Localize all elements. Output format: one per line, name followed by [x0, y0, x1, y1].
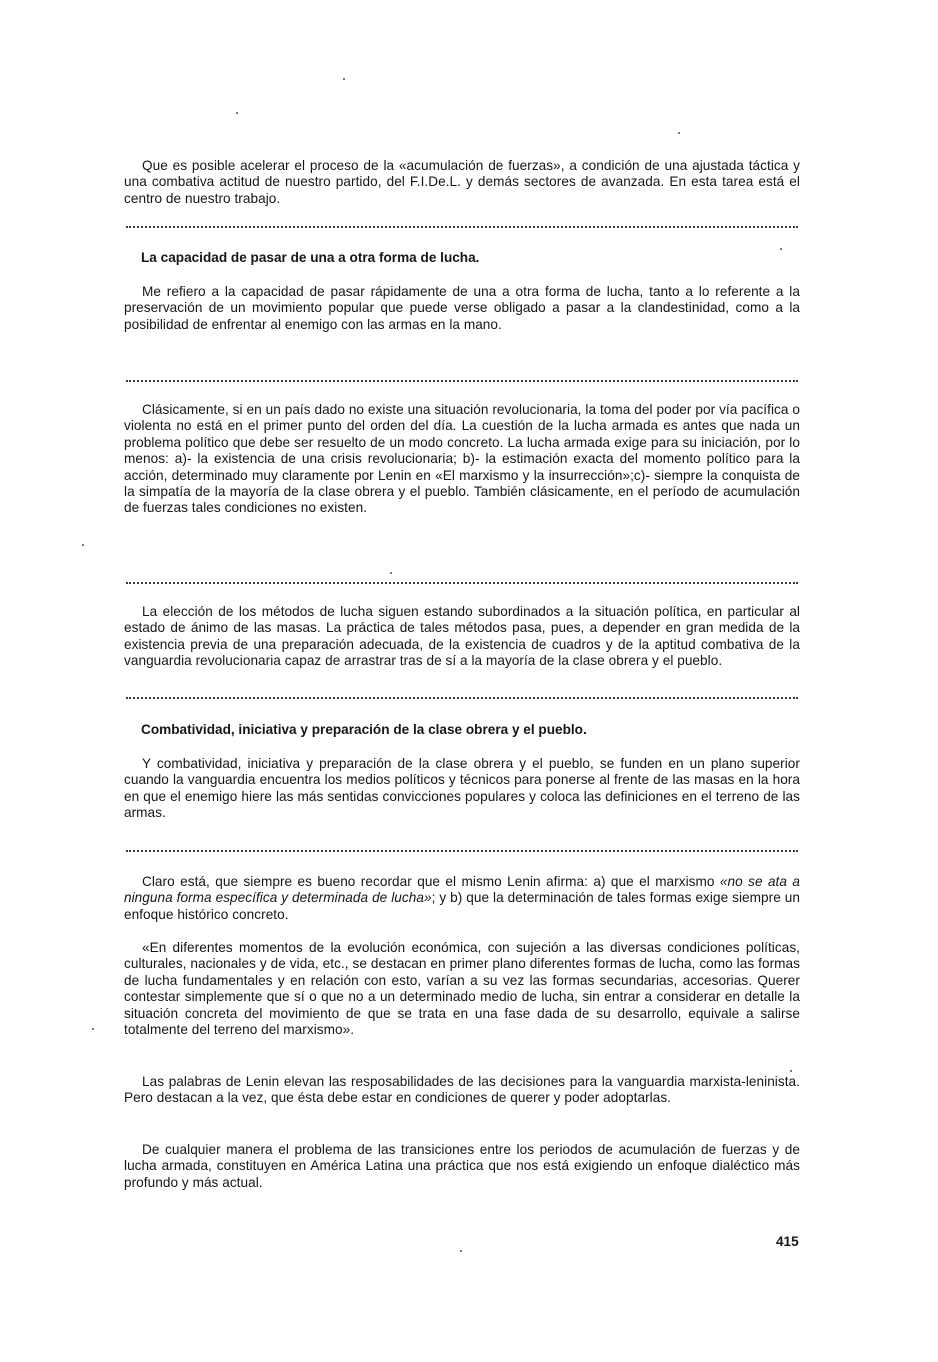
scan-speck — [390, 572, 392, 574]
scan-speck — [82, 544, 84, 546]
section-heading-formas-de-lucha: La capacidad de pasar de una a otra forma de lucha. — [141, 250, 480, 265]
scan-speck — [790, 1070, 792, 1072]
ellipsis-separator — [126, 380, 798, 382]
ellipsis-separator — [126, 697, 798, 699]
scan-speck — [92, 1028, 94, 1030]
paragraph-text: Claro está, que siempre es bueno recordar que el mismo Lenin afirma: a) que el marxismo — [142, 874, 720, 889]
paragraph-text: ; y b) que la determinación de tales formas exige siempre un enfoque histórico concreto. — [124, 890, 800, 922]
paragraph-lenin-cita: «En diferentes momentos de la evolución económica, con sujeción a las diversas condiciones políticas, culturales, nacionales y de vida, etc., se destacan en primer plano diferentes formas de lucha, como las formas de lucha fundamentales y en relación con esto, varían a su vez las formas secundarias, accesorias. Querer contestar simplemente que sí o que no a un determinado medio de lucha, sin entrar a considerar en detalle la situación concreta del movimiento de que se trata en una fase dada de su desarrollo, equivale a salirse totalmente del terreno del marxismo». — [124, 940, 800, 1038]
paragraph-lenin-afirma — [124, 874, 800, 923]
paragraph-capacidad: Me refiero a la capacidad de pasar rápidamente de una a otra forma de lucha, tanto a lo referente a la preservación de un movimiento popular que puede verse obligado a pasar a la clandestinidad, como a la posibilidad de enfrentar al enemigo con las armas en la mano. — [124, 284, 800, 332]
scan-speck — [343, 78, 345, 80]
paragraph-eleccion-metodos: La elección de los métodos de lucha siguen estando subordinados a la situación política, en particular al estado de ánimo de las masas. La práctica de tales métodos pasa, pues, a depender en gran medida de la existencia previa de una preparación adecuada, de la existencia de cuadros y de la aptitud combativa de la vanguardia revolucionaria capaz de arrastrar tras de sí a la mayoría de la clase obrera y el pueblo. — [124, 604, 800, 669]
ellipsis-separator — [126, 226, 798, 228]
scan-speck — [236, 112, 238, 114]
page-number: 415 — [776, 1234, 799, 1249]
lenin-quote-italic: «no se ata a ninguna forma específica y determinada de lucha» — [124, 874, 800, 906]
paragraph-transiciones: De cualquier manera el problema de las transiciones entre los periodos de acumulación de fuerzas y de lucha armada, constituyen en América Latina una práctica que nos está exigiendo un enfoque dialéctico más profundo y más actual. — [124, 1142, 800, 1190]
paragraph-combatividad: Y combatividad, iniciativa y preparación de la clase obrera y el pueblo, se funden en un plano superior cuando la vanguardia encuentra los medios políticos y técnicos para ponerse al frente de las masas en la hora en que el enemigo hiere las más sentidas convicciones populares y coloca las definiciones en el terreno de las armas. — [124, 756, 800, 821]
paragraph-acumulacion: Que es posible acelerar el proceso de la «acumulación de fuerzas», a condición de una ajustada táctica y una combativa actitud de nuestro partido, del F.I.De.L. y demás sectores de avanzada. En esta tarea está el centro de nuestro trabajo. — [124, 158, 800, 206]
paragraph-palabras-de-lenin: Las palabras de Lenin elevan las resposabilidades de las decisiones para la vanguardia marxista-leninista. Pero destacan a la vez, que ésta debe estar en condiciones de querer y poder adoptarlas. — [124, 1074, 800, 1106]
scan-speck — [460, 1250, 462, 1252]
scan-speck — [678, 132, 680, 134]
paragraph-clasicamente: Clásicamente, si en un país dado no existe una situación revolucionaria, la toma del poder por vía pacífica o violenta no está en el primer punto del orden del día. La cuestión de la lucha armada es antes que nada un problema político que debe ser resuelto de un modo concreto. La lucha armada exige para su iniciación, por lo menos: a)- la existencia de una crisis revolucionaria; b)- la estimación exacta del momento político para la acción, determinado muy claramente por Lenin en «El marxismo y la insurrección»;c)- siempre la conquista de la simpatía de la mayoría de la clase obrera y el pueblo. También clásicamente, en el período de acumulación de fuerzas tales condiciones no existen. — [124, 402, 800, 516]
section-heading-combatividad: Combatividad, iniciativa y preparación de la clase obrera y el pueblo. — [141, 722, 587, 737]
ellipsis-separator — [126, 850, 798, 852]
ellipsis-separator — [126, 582, 798, 584]
